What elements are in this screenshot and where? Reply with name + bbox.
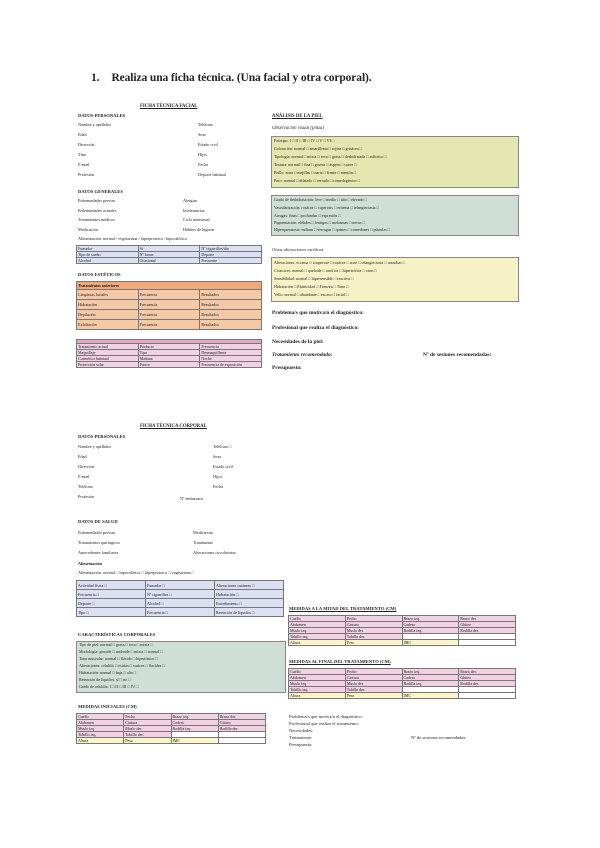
- note-line: Nº de sesiones recomendadas:: [411, 735, 467, 740]
- field-label: Dirección: [78, 142, 95, 147]
- alterations-title: Otras alteraciones estéticas: [272, 247, 324, 252]
- table-cell: Muslo der.: [345, 628, 402, 634]
- end-measures-title: MEDIDAS AL FINAL DEL TRATAMIENTO (CM): [289, 659, 391, 664]
- field-label: Estado civil: [213, 464, 233, 469]
- check-row: Retención de líquidos: sí □ no □: [79, 677, 131, 682]
- food-label: Alimentación: [78, 561, 102, 566]
- table-cell: Frecuencia: [138, 320, 200, 330]
- field-label: Deporte habitual: [198, 172, 227, 177]
- field-label: Sexo: [198, 132, 207, 137]
- field-label: Profesión: [78, 172, 95, 177]
- check-row: Textura: normal □ fina □ gruesa □ áspera □ suave □: [274, 162, 357, 167]
- field-label: Edad: [78, 454, 87, 459]
- table-cell: Glúteo: [459, 622, 516, 628]
- facial-habits-table: [76, 245, 262, 264]
- table-cell: Retención de líquidos □: [215, 608, 284, 617]
- table-cell: Protección solar: [77, 362, 139, 368]
- main-heading: [91, 72, 372, 84]
- table-cell: Rodilla izq.: [402, 628, 459, 634]
- facial-general-title: DATOS GENERALES: [78, 189, 123, 194]
- table-cell: Depilación: [77, 310, 139, 320]
- table-cell: IMC: [402, 693, 459, 699]
- table-cell: Peso: [124, 738, 171, 744]
- table-cell: Actividad física □: [77, 581, 146, 590]
- table-cell: Abdomen: [77, 720, 124, 726]
- table-cell: Resultados: [200, 300, 262, 310]
- heading-text: Realiza una ficha técnica. (Una facial y otra corporal).: [111, 72, 372, 84]
- facial-personal-left: [78, 122, 111, 182]
- note-line: Nº de sesiones recomendadas:: [423, 352, 492, 358]
- table-cell: Rodilla der.: [459, 628, 516, 634]
- initial-measures-title: MEDIDAS INICIALES (CM): [78, 704, 137, 709]
- field-label: Estado civil: [198, 142, 218, 147]
- table-cell: Desmaquillante: [200, 350, 262, 356]
- table-header: Tratamientos anteriores: [77, 282, 262, 290]
- field-label: Nº embarazos: [180, 496, 204, 501]
- table-cell: Cadera: [402, 675, 459, 681]
- table-cell: Cadera: [171, 720, 218, 726]
- facial-aesthetic-title: DATOS ESTÉTICOS: [78, 272, 121, 277]
- table-cell: Pecho: [124, 714, 171, 720]
- field-label: Tfno: [78, 152, 87, 157]
- facial-cosmetics-table: [76, 339, 262, 368]
- field-label: Teléfono: [78, 484, 93, 489]
- table-cell: Fumador: [77, 246, 139, 252]
- field-label: Tratamientos médicos: [78, 217, 115, 222]
- table-cell: Pecho: [345, 616, 402, 622]
- check-row: Arrugas: finas □ profundas □ expresión □: [274, 213, 341, 218]
- table-cell: Hidratación: [77, 300, 139, 310]
- table-cell: Cuello: [289, 616, 346, 622]
- table-cell: Pecho: [345, 669, 402, 675]
- heading-number: 1.: [91, 72, 100, 84]
- table-cell: IMC: [171, 738, 218, 744]
- table-cell: Cuello: [289, 669, 346, 675]
- table-cell: Maquillaje: [77, 350, 139, 356]
- table-cell: Alteraciones cutáneas □: [215, 581, 284, 590]
- table-cell: Resultados: [200, 310, 262, 320]
- skin-visual-box: [271, 136, 519, 188]
- field-label: Medicación: [193, 530, 213, 535]
- field-label: Fecha: [213, 484, 223, 489]
- field-label: Antecedentes familiares: [78, 550, 119, 555]
- table-cell: Brazo der.: [459, 616, 516, 622]
- field-label: Sexo: [213, 454, 222, 459]
- field-label: Medicación: [78, 226, 98, 232]
- table-cell: IMC: [402, 640, 459, 646]
- corporal-health-title: DATOS DE SALUD: [78, 519, 118, 524]
- table-cell: Frecuencia: [138, 290, 200, 300]
- table-cell: Frecuente: [200, 258, 262, 264]
- note-line: Tratamiento recomendado:: [272, 352, 333, 358]
- table-cell: Tobillo izq.: [289, 634, 346, 640]
- table-cell: Muslo izq.: [289, 628, 346, 634]
- check-row: Grado de deshidratación: leve □ medio □ alto □ elevado □: [274, 197, 367, 202]
- check-row: Pigmentación: efélides □ lentigos □ melasmas □ nevus □: [274, 220, 365, 225]
- table-cell: Tobillo der.: [345, 634, 402, 640]
- table-cell: Producto: [138, 344, 200, 350]
- field-label: Alteraciones circulatorias: [193, 550, 236, 555]
- end-measures-table: [288, 668, 516, 699]
- table-cell: Alcohol □: [146, 599, 215, 608]
- note-line: Presupuesto:: [272, 365, 302, 371]
- table-cell: Brazo der.: [459, 669, 516, 675]
- table-cell: Frecuencia: [138, 310, 200, 320]
- skin-condition-box: [271, 195, 519, 236]
- field-label: Nombre y apellidos: [78, 444, 112, 449]
- corporal-personal-right: [213, 444, 233, 494]
- check-row: Coloración: normal □ amarillenta □ rojiza □ grisácea □: [274, 146, 363, 151]
- analysis-title: ANÁLISIS DE LA PIEL: [272, 114, 323, 119]
- check-row: Grado de celulitis: I □ II □ III □ IV □: [79, 684, 139, 689]
- table-cell: Cuello: [77, 714, 124, 720]
- table-cell: Resultados: [200, 320, 262, 330]
- table-cell: Ocasional: [138, 258, 200, 264]
- corporal-habits-table: [76, 580, 284, 617]
- table-cell: Nº cigarrillos/día: [200, 246, 262, 252]
- table-cell: Alcohol: [77, 258, 139, 264]
- table-cell: Altura: [289, 640, 346, 646]
- table-cell: Peso: [345, 693, 402, 699]
- mid-measures-title: MEDIDAS A LA MITAD DEL TRATAMIENTO (CM): [289, 606, 397, 611]
- table-cell: Rodilla der.: [459, 681, 516, 687]
- facial-general-right: [183, 198, 214, 236]
- note-line: Problema/s que motiva/n el diagnóstico:: [289, 714, 363, 719]
- note-line: Problema/s que motiva/n el diagnóstico:: [272, 310, 364, 316]
- field-label: Teléfono: [198, 122, 213, 127]
- check-row: Fototipo: I □ II □ III □ IV □ V □ VI □: [274, 138, 335, 143]
- note-line: Necesidades de la piel:: [272, 339, 324, 345]
- table-cell: Deporte: [200, 252, 262, 258]
- table-cell: Brazo izq.: [171, 714, 218, 720]
- table-cell: Brazo izq.: [402, 616, 459, 622]
- table-cell: Rodilla izq.: [402, 681, 459, 687]
- check-row: Tipología: normal □ mixta □ seca □ grasa □ deshidratada □ asfíctica □: [274, 154, 387, 159]
- table-cell: Rodilla izq.: [171, 726, 218, 732]
- table-cell: Altura: [77, 738, 124, 744]
- field-label: Profesión: [78, 494, 95, 499]
- check-row: Hidratación □ Elasticidad □ Firmeza □ Tono □: [274, 284, 349, 289]
- table-cell: Muslo izq.: [289, 681, 346, 687]
- field-label: Teléfono □: [213, 444, 232, 449]
- check-row: Sensibilidad: normal □ hipersensible □ reactiva □: [274, 276, 354, 281]
- facial-general-left: [78, 198, 187, 246]
- table-cell: Muslo der.: [124, 726, 171, 732]
- table-cell: Tipo de sueño: [77, 252, 139, 258]
- initial-measures-table: [76, 713, 266, 744]
- table-cell: Nº cigarrillos □: [146, 590, 215, 599]
- check-row: Tono muscular: normal □ flácido □ hipertónico □: [79, 656, 158, 661]
- field-label: Enfermedades actuales: [78, 207, 117, 213]
- table-cell: Noche: [200, 356, 262, 362]
- table-cell: Nº horas: [138, 252, 200, 258]
- table-cell: Hidratación □: [215, 590, 284, 599]
- field-label: Tratamiento: [193, 540, 214, 545]
- check-row: Poro: normal □ dilatado □ cerrado □ comedogénico □: [274, 178, 360, 183]
- note-line: Tratamiento:: [289, 735, 313, 740]
- field-label: Edad: [78, 132, 87, 137]
- corporal-characteristics-title: CARACTERÍSTICAS CORPORALES: [78, 632, 156, 637]
- table-cell: Frecuencia de exposición: [200, 362, 262, 368]
- table-cell: Brazo der.: [218, 714, 265, 720]
- table-cell: Cadera: [402, 622, 459, 628]
- field-label: Enfermedades previas: [78, 198, 116, 203]
- table-cell: Tobillo izq.: [289, 687, 346, 693]
- table-cell: Rodilla der.: [218, 726, 265, 732]
- note-line: Profesional que realiza el tratamiento:: [289, 721, 359, 726]
- corporal-characteristics-box: [76, 641, 286, 693]
- table-cell: Peso: [345, 640, 402, 646]
- field-label: Fecha: [198, 162, 208, 167]
- table-cell: Glúteo: [218, 720, 265, 726]
- check-row: Hidratación: normal □ baja □ alta □: [79, 670, 137, 675]
- check-row: Vello: normal □ abundante □ escaso □ facial □: [274, 292, 349, 297]
- table-cell: Deporte □: [77, 599, 146, 608]
- table-cell: [459, 640, 516, 646]
- note-line: Presupuesto:: [289, 742, 313, 747]
- table-cell: Frecuencia □: [146, 608, 215, 617]
- food-line: Alimentación: normal □ hipocalórica □ hiperproteica □ vegetariana □: [78, 570, 195, 575]
- check-row: Morfología: ginoide □ androide □ mixta □ normal □: [79, 649, 163, 654]
- table-cell: Cintura: [345, 675, 402, 681]
- table-cell: Cintura: [345, 622, 402, 628]
- table-cell: Fumador □: [146, 581, 215, 590]
- table-cell: Exfoliación: [77, 320, 139, 330]
- table-cell: Tobillo izq.: [77, 732, 124, 738]
- table-cell: Tobillo der.: [124, 732, 171, 738]
- table-cell: Cosmética habitual: [77, 356, 139, 362]
- field-label: Hijos: [198, 152, 208, 157]
- check-row: Alteraciones: eccema □ couperose □ rosácea □ acné □ telangiectasia □ manchas □: [274, 260, 406, 265]
- facial-personal-right: [198, 122, 226, 182]
- corporal-title: FICHA TÉCNICA CORPORAL: [140, 424, 207, 429]
- check-row: Tipo de piel: normal □ grasa □ seca □ mixta □: [79, 642, 153, 647]
- field-label: E-mail: [78, 162, 90, 167]
- table-cell: Glúteo: [459, 675, 516, 681]
- corporal-personal-title: DATOS PERSONALES: [78, 434, 126, 439]
- facial-personal-title: DATOS PERSONALES: [78, 113, 126, 118]
- field-label: Ciclo menstrual: [183, 217, 210, 222]
- table-cell: Muslo der.: [345, 681, 402, 687]
- table-cell: Frecuencia: [200, 344, 262, 350]
- check-row: Hiperqueratosis: milium □ verrugas □ quistes □ comedones □ pústulas □: [274, 227, 391, 232]
- table-cell: Tratamiento actual: [77, 344, 139, 350]
- check-row: Cicatrices: normal □ queloide □ atrófica □ hipertrófica □ otras □: [274, 268, 377, 273]
- skin-alterations-box: [271, 257, 519, 302]
- table-cell: [218, 738, 265, 744]
- check-row: Vascularización: rosácea □ cuperosis □ eritema □ telangiectasia □: [274, 205, 379, 210]
- field-label: Hijos: [213, 474, 223, 479]
- field-label: Alimentación: normal / vegetariana / hiperproteica / hipocalórica: [78, 236, 187, 241]
- field-label: Tratamientos quirúrgicos: [78, 540, 120, 545]
- table-cell: Factor: [138, 362, 200, 368]
- field-label: Nombre y apellidos: [78, 122, 112, 127]
- table-cell: [459, 693, 516, 699]
- table-cell: Tobillo der.: [345, 687, 402, 693]
- field-label: E-mail: [78, 474, 90, 479]
- table-cell: Tipo □: [77, 608, 146, 617]
- table-cell: Tipo: [138, 350, 200, 356]
- table-cell: Abdomen: [289, 675, 346, 681]
- mid-measures-table: [288, 615, 516, 646]
- table-cell: Brazo izq.: [402, 669, 459, 675]
- table-cell: Estreñimiento □: [215, 599, 284, 608]
- facial-title: FICHA TÉCNICA FACIAL: [140, 104, 198, 109]
- visual-title: Observación visual (pinza): [272, 126, 324, 131]
- facial-treatments-table: [76, 281, 262, 330]
- table-cell: Resultados: [200, 290, 262, 300]
- table-cell: Cintura: [124, 720, 171, 726]
- table-cell: Sí: [138, 246, 200, 252]
- table-cell: Limpiezas faciales: [77, 290, 139, 300]
- field-label: Alergias: [183, 198, 198, 203]
- table-cell: Frecuencia: [138, 300, 200, 310]
- table-cell: Altura: [289, 693, 346, 699]
- field-label: Enfermedades previas: [78, 530, 116, 535]
- note-line: Necesidades:: [289, 728, 314, 733]
- table-cell: Muslo izq.: [77, 726, 124, 732]
- field-label: Hábitos de higiene: [183, 226, 215, 232]
- table-cell: Frecuencia □: [77, 590, 146, 599]
- field-label: Dirección: [78, 464, 95, 469]
- table-cell: Abdomen: [289, 622, 346, 628]
- corporal-personal-left: [78, 444, 111, 504]
- check-row: Brillo: zona □ mejillas □ nariz □ frente □ mentón □: [274, 170, 357, 175]
- check-row: Alteraciones: celulitis □ estrías □ varices □ flacidez □: [79, 663, 165, 668]
- note-line: Profesional que realiza el diagnóstico:: [272, 325, 359, 331]
- table-cell: Mañana: [138, 356, 200, 362]
- field-label: Intolerancias: [183, 207, 205, 213]
